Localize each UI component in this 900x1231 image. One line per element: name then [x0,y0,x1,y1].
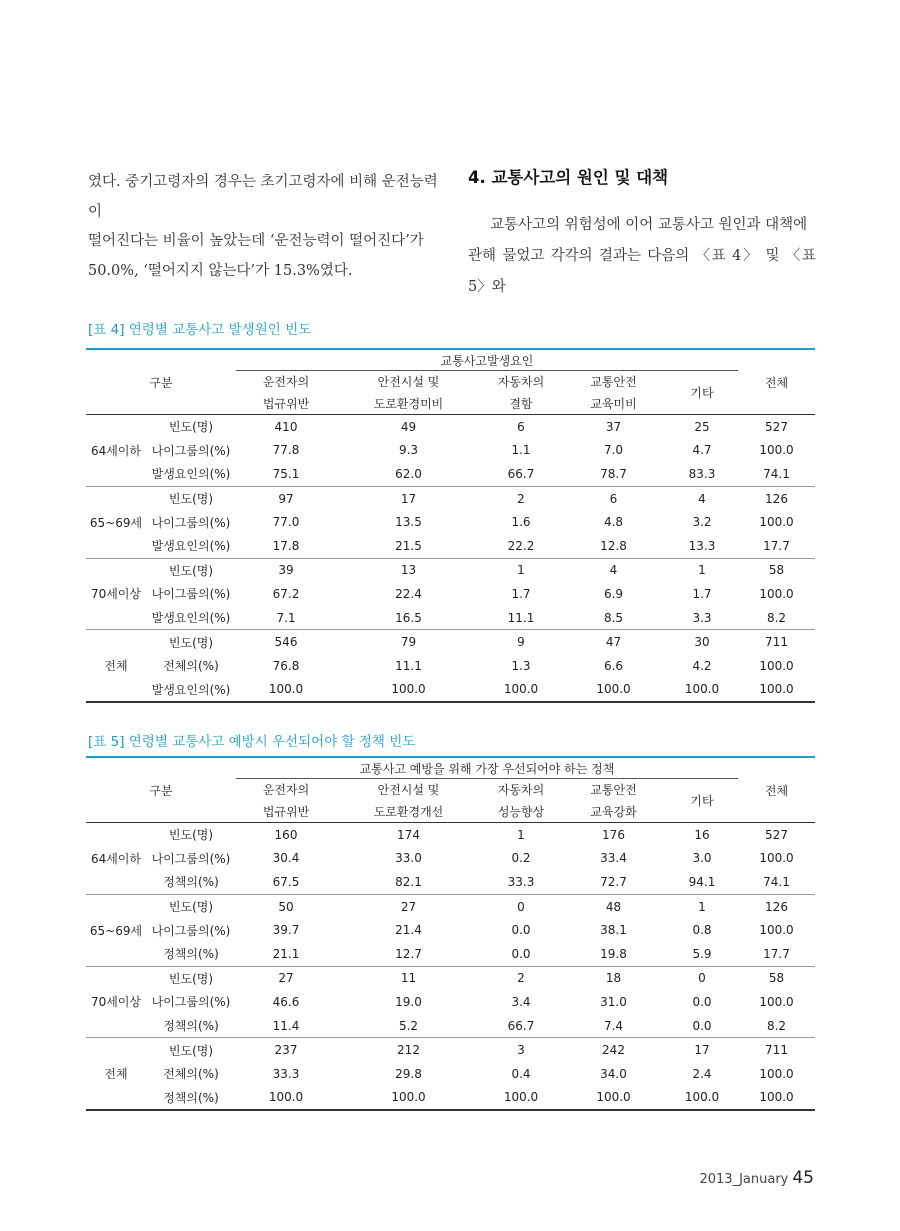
table-row [86,439,815,463]
header-col-bottom: 법규위반 [236,801,336,823]
row-label: 전체의(%) [163,659,219,674]
table-cell: 100.0 [481,678,561,703]
table-cell: 0 [517,899,525,914]
table-cell: 1 [698,899,706,914]
header-col-top: 안전시설 및 [377,375,440,390]
table-cell: 212 [397,1043,420,1058]
right-column-text [468,164,816,303]
table-cell: 66.7 [481,1014,561,1038]
table-cell: 19.8 [561,942,666,966]
row-label: 빈도(명) [168,420,214,435]
table-cell: 21.1 [236,942,336,966]
table-cell: 100.0 [561,678,666,703]
table-cell: 67.5 [236,870,336,894]
table-cell: 100.0 [759,658,794,673]
table-row [86,1086,815,1111]
table-cell: 8.2 [738,1014,815,1038]
table-cell: 78.7 [561,462,666,486]
table-cell: 13.3 [666,534,738,558]
header-col-top: 교통안전 [590,783,637,798]
table-cell: 527 [765,419,788,434]
table-cell: 6.6 [603,658,624,673]
table-cell: 8.5 [561,606,666,630]
table-cell: 49 [400,419,417,434]
row-label: 빈도(명) [168,828,214,843]
table-cell: 74.1 [738,462,815,486]
table-row [86,486,815,510]
table-cell: 37 [605,419,622,434]
table-row [86,558,815,582]
table-row [86,534,815,558]
row-label: 발생요인의(%) [146,606,236,630]
table-cell: 100.0 [759,515,794,530]
row-group-label: 70세이상 [86,966,146,1038]
row-label: 정책의(%) [146,870,236,894]
header-col-top: 교통안전 [590,375,637,390]
table-cell: 100.0 [666,678,738,703]
header-span-label: 교통사고발생요인 [236,349,738,371]
table-cell: 100.0 [236,1086,336,1111]
table-cell: 94.1 [666,870,738,894]
table-cell: 8.2 [738,606,815,630]
table-cell: 1 [517,827,525,842]
row-label: 정책의(%) [146,942,236,966]
table-cell: 12.7 [336,942,481,966]
table-cell: 75.1 [236,462,336,486]
table-cell: 48 [605,899,622,914]
table-cell: 2.4 [692,1066,712,1081]
header-group-label: 구분 [86,349,236,415]
table-cell: 7.1 [236,606,336,630]
table-row [86,606,815,630]
table4 [86,348,815,703]
row-label: 발생요인의(%) [146,462,236,486]
table-cell: 1 [698,563,706,578]
table-cell: 3.3 [666,606,738,630]
row-label: 나이그룹의(%) [151,923,231,938]
table-cell: 27 [400,899,417,914]
row-label: 나이그룹의(%) [151,587,231,602]
table-cell: 82.1 [336,870,481,894]
table-cell: 17.7 [738,534,815,558]
table-cell: 46.6 [272,994,300,1009]
table-cell: 527 [765,827,788,842]
table-row [86,990,815,1014]
table-cell: 17.8 [236,534,336,558]
table-cell: 0.2 [511,851,531,866]
table-cell: 3.4 [511,994,531,1009]
row-group-label: 64세이하 [86,823,146,895]
header-col-top: 자동차의 [497,783,545,798]
table-cell: 29.8 [395,1066,422,1081]
left-column-text [88,168,438,286]
table-cell: 77.8 [272,443,300,458]
table-cell: 711 [765,635,788,650]
header-total: 전체 [738,757,815,823]
table-cell: 7.0 [603,443,624,458]
header-group-label: 구분 [86,757,236,823]
table-cell: 100.0 [336,678,481,703]
table-cell: 2 [517,491,525,506]
table-cell: 1.6 [511,515,531,530]
table-cell: 11.1 [481,606,561,630]
table-cell: 17.7 [738,942,815,966]
row-label: 나이그룹의(%) [151,515,231,530]
header-col-bottom: 도로환경개선 [336,801,481,823]
table-cell: 126 [765,491,788,506]
header-col-top: 자동차의 [497,375,545,390]
table-cell: 17 [400,491,417,506]
row-label: 발생요인의(%) [146,534,236,558]
row-label: 정책의(%) [146,1014,236,1038]
table-cell: 4.8 [603,515,624,530]
table5-caption: [표 5] 연령별 교통사고 예방시 우선되어야 할 정책 빈도 [88,734,416,750]
row-label: 빈도(명) [168,492,214,507]
table-row [86,847,815,871]
table-cell: 16.5 [336,606,481,630]
row-group-label: 64세이하 [86,415,146,487]
row-label: 나이그룹의(%) [151,995,231,1010]
table-cell: 160 [274,827,298,842]
table-cell: 12.8 [561,534,666,558]
table-cell: 0.0 [692,994,712,1009]
table-row [86,1014,815,1038]
header-col-bottom: 법규위반 [236,393,336,415]
table-cell: 33.3 [272,1066,300,1081]
table-cell: 4 [698,491,706,506]
header-col-bottom: 성능향상 [481,801,561,823]
table-cell: 38.1 [600,923,627,938]
table-cell: 100.0 [759,586,794,601]
row-label: 빈도(명) [168,635,214,650]
table-cell: 33.4 [600,851,627,866]
row-label: 나이그룹의(%) [151,851,231,866]
table-cell: 3 [517,1043,525,1058]
row-label: 나이그룹의(%) [151,443,231,458]
table-cell: 58 [768,971,785,986]
body-line: 50.0%, ‘떨어지지 않는다’가 15.3%였다. [88,262,353,279]
table-cell: 4.7 [692,443,712,458]
table-cell: 711 [765,1043,788,1058]
table-cell: 16 [694,827,710,842]
table-cell: 176 [602,827,625,842]
row-label: 발생요인의(%) [146,678,236,703]
row-label: 빈도(명) [168,900,214,915]
table-cell: 47 [605,635,622,650]
table-cell: 546 [274,635,298,650]
table-cell: 0 [698,971,706,986]
table-cell: 50 [278,899,294,914]
row-group-label: 70세이상 [86,558,146,630]
row-label: 빈도(명) [168,563,214,578]
table-cell: 13.5 [395,515,422,530]
table-cell: 4.2 [692,658,712,673]
row-group-label: 65~69세 [86,486,146,558]
table-cell: 100.0 [738,1086,815,1111]
table-cell: 58 [768,563,785,578]
table-cell: 5.2 [336,1014,481,1038]
table-cell: 100.0 [759,1066,794,1081]
table-cell: 1 [517,563,525,578]
table-cell: 237 [274,1043,298,1058]
table-cell: 34.0 [600,1066,627,1081]
table-cell: 0.8 [692,923,712,938]
table-cell: 19.0 [395,994,422,1009]
section-title: 4. 교통사고의 원인 및 대책 [468,168,669,187]
table-cell: 6 [609,491,618,506]
row-label: 빈도(명) [168,1043,214,1058]
table-cell: 100.0 [759,443,794,458]
table-cell: 0.0 [511,923,531,938]
table-cell: 83.3 [666,462,738,486]
table-cell: 30 [694,635,710,650]
table-cell: 9.3 [398,443,419,458]
table-cell: 30.4 [272,851,300,866]
header-col-bottom: 도로환경미비 [336,393,481,415]
table-cell: 22.2 [481,534,561,558]
table-row [86,894,815,918]
table-cell: 11 [400,971,417,986]
header-col-bottom: 결함 [481,393,561,415]
table-cell: 13 [400,563,417,578]
header-total: 전체 [738,349,815,415]
header-col-top: 운전자의 [262,375,310,390]
table-cell: 1.7 [511,586,531,601]
table-cell: 74.1 [738,870,815,894]
body-line: 떨어진다는 비율이 높았는데 ‘운전능력이 떨어진다’가 [88,233,424,249]
table-row [86,823,815,847]
table4-caption: [표 4] 연령별 교통사고 발생원인 빈도 [88,322,312,338]
table-cell: 100.0 [481,1086,561,1111]
table-cell: 72.7 [561,870,666,894]
table-row [86,1062,815,1086]
table-cell: 126 [765,899,788,914]
table-cell: 100.0 [759,923,794,938]
body-line: 였다. 중기고령자의 경우는 초기고령자에 비해 운전능력이 [88,174,438,220]
table-cell: 1.1 [511,443,531,458]
table-cell: 39 [278,563,294,578]
table5 [86,756,815,1111]
table-cell: 79 [400,635,417,650]
table-cell: 242 [602,1043,625,1058]
table-cell: 7.4 [561,1014,666,1038]
header-col-top: 운전자의 [262,783,310,798]
table-cell: 21.4 [395,923,422,938]
table-cell: 3.0 [692,851,712,866]
table-row [86,942,815,966]
header-col-bottom: 교육미비 [561,393,666,415]
header-other: 기타 [666,779,738,823]
table-cell: 22.4 [395,586,422,601]
table-cell: 77.0 [272,515,300,530]
table-cell: 62.0 [336,462,481,486]
table-cell: 31.0 [600,994,627,1009]
table-row [86,918,815,942]
table-row [86,510,815,534]
table-row [86,630,815,654]
table-cell: 66.7 [481,462,561,486]
table-cell: 1.7 [692,586,712,601]
table-cell: 27 [278,971,294,986]
table-cell: 100.0 [336,1086,481,1111]
table-cell: 0.0 [481,942,561,966]
table-cell: 410 [274,419,298,434]
table-cell: 100.0 [759,851,794,866]
table-cell: 0.4 [511,1066,531,1081]
table-cell: 97 [278,491,294,506]
header-other: 기타 [666,371,738,415]
row-group-label: 전체 [86,630,146,702]
table-cell: 1.3 [511,658,531,673]
table-row [86,1038,815,1062]
body-line: 관해 물었고 각각의 결과는 다음의 〈표 4〉 및 〈표 5〉와 [468,248,816,295]
table-cell: 3.2 [692,515,712,530]
table-cell: 25 [694,419,710,434]
table-cell: 9 [517,635,525,650]
table-row [86,462,815,486]
table-row [86,582,815,606]
header-col-bottom: 교육강화 [561,801,666,823]
header-col-top: 안전시설 및 [377,783,440,798]
table-row [86,966,815,990]
table-cell: 2 [517,971,525,986]
table-cell: 76.8 [272,658,300,673]
table-cell: 174 [397,827,420,842]
table-cell: 5.9 [666,942,738,966]
table-row [86,678,815,703]
table-cell: 6 [517,419,525,434]
table-cell: 4 [609,563,618,578]
table-cell: 11.4 [236,1014,336,1038]
table-row [86,654,815,678]
table-cell: 67.2 [272,586,300,601]
row-group-label: 전체 [86,1038,146,1110]
table-cell: 100.0 [666,1086,738,1111]
header-span-label: 교통사고 예방을 위해 가장 우선되어야 하는 정책 [236,757,738,779]
table-cell: 0.0 [666,1014,738,1038]
row-label: 정책의(%) [146,1086,236,1111]
table-cell: 100.0 [759,994,794,1009]
table-cell: 11.1 [395,658,422,673]
table-cell: 100.0 [561,1086,666,1111]
page-footer [699,1168,814,1188]
table-cell: 33.3 [481,870,561,894]
page-number: 45 [792,1168,814,1188]
table-cell: 6.9 [603,586,624,601]
table-cell: 18 [605,971,622,986]
table-cell: 17 [694,1043,710,1058]
row-label: 전체의(%) [163,1067,219,1082]
table-cell: 21.5 [336,534,481,558]
table-cell: 39.7 [272,923,300,938]
row-label: 빈도(명) [168,971,214,986]
table-cell: 33.0 [395,851,422,866]
table-row [86,870,815,894]
body-line: 교통사고의 위험성에 이어 교통사고 원인과 대책에 [490,217,808,233]
issue-label: 2013_January [699,1172,789,1187]
table-row [86,415,815,439]
table-cell: 100.0 [738,678,815,703]
row-group-label: 65~69세 [86,894,146,966]
table-cell: 100.0 [236,678,336,703]
